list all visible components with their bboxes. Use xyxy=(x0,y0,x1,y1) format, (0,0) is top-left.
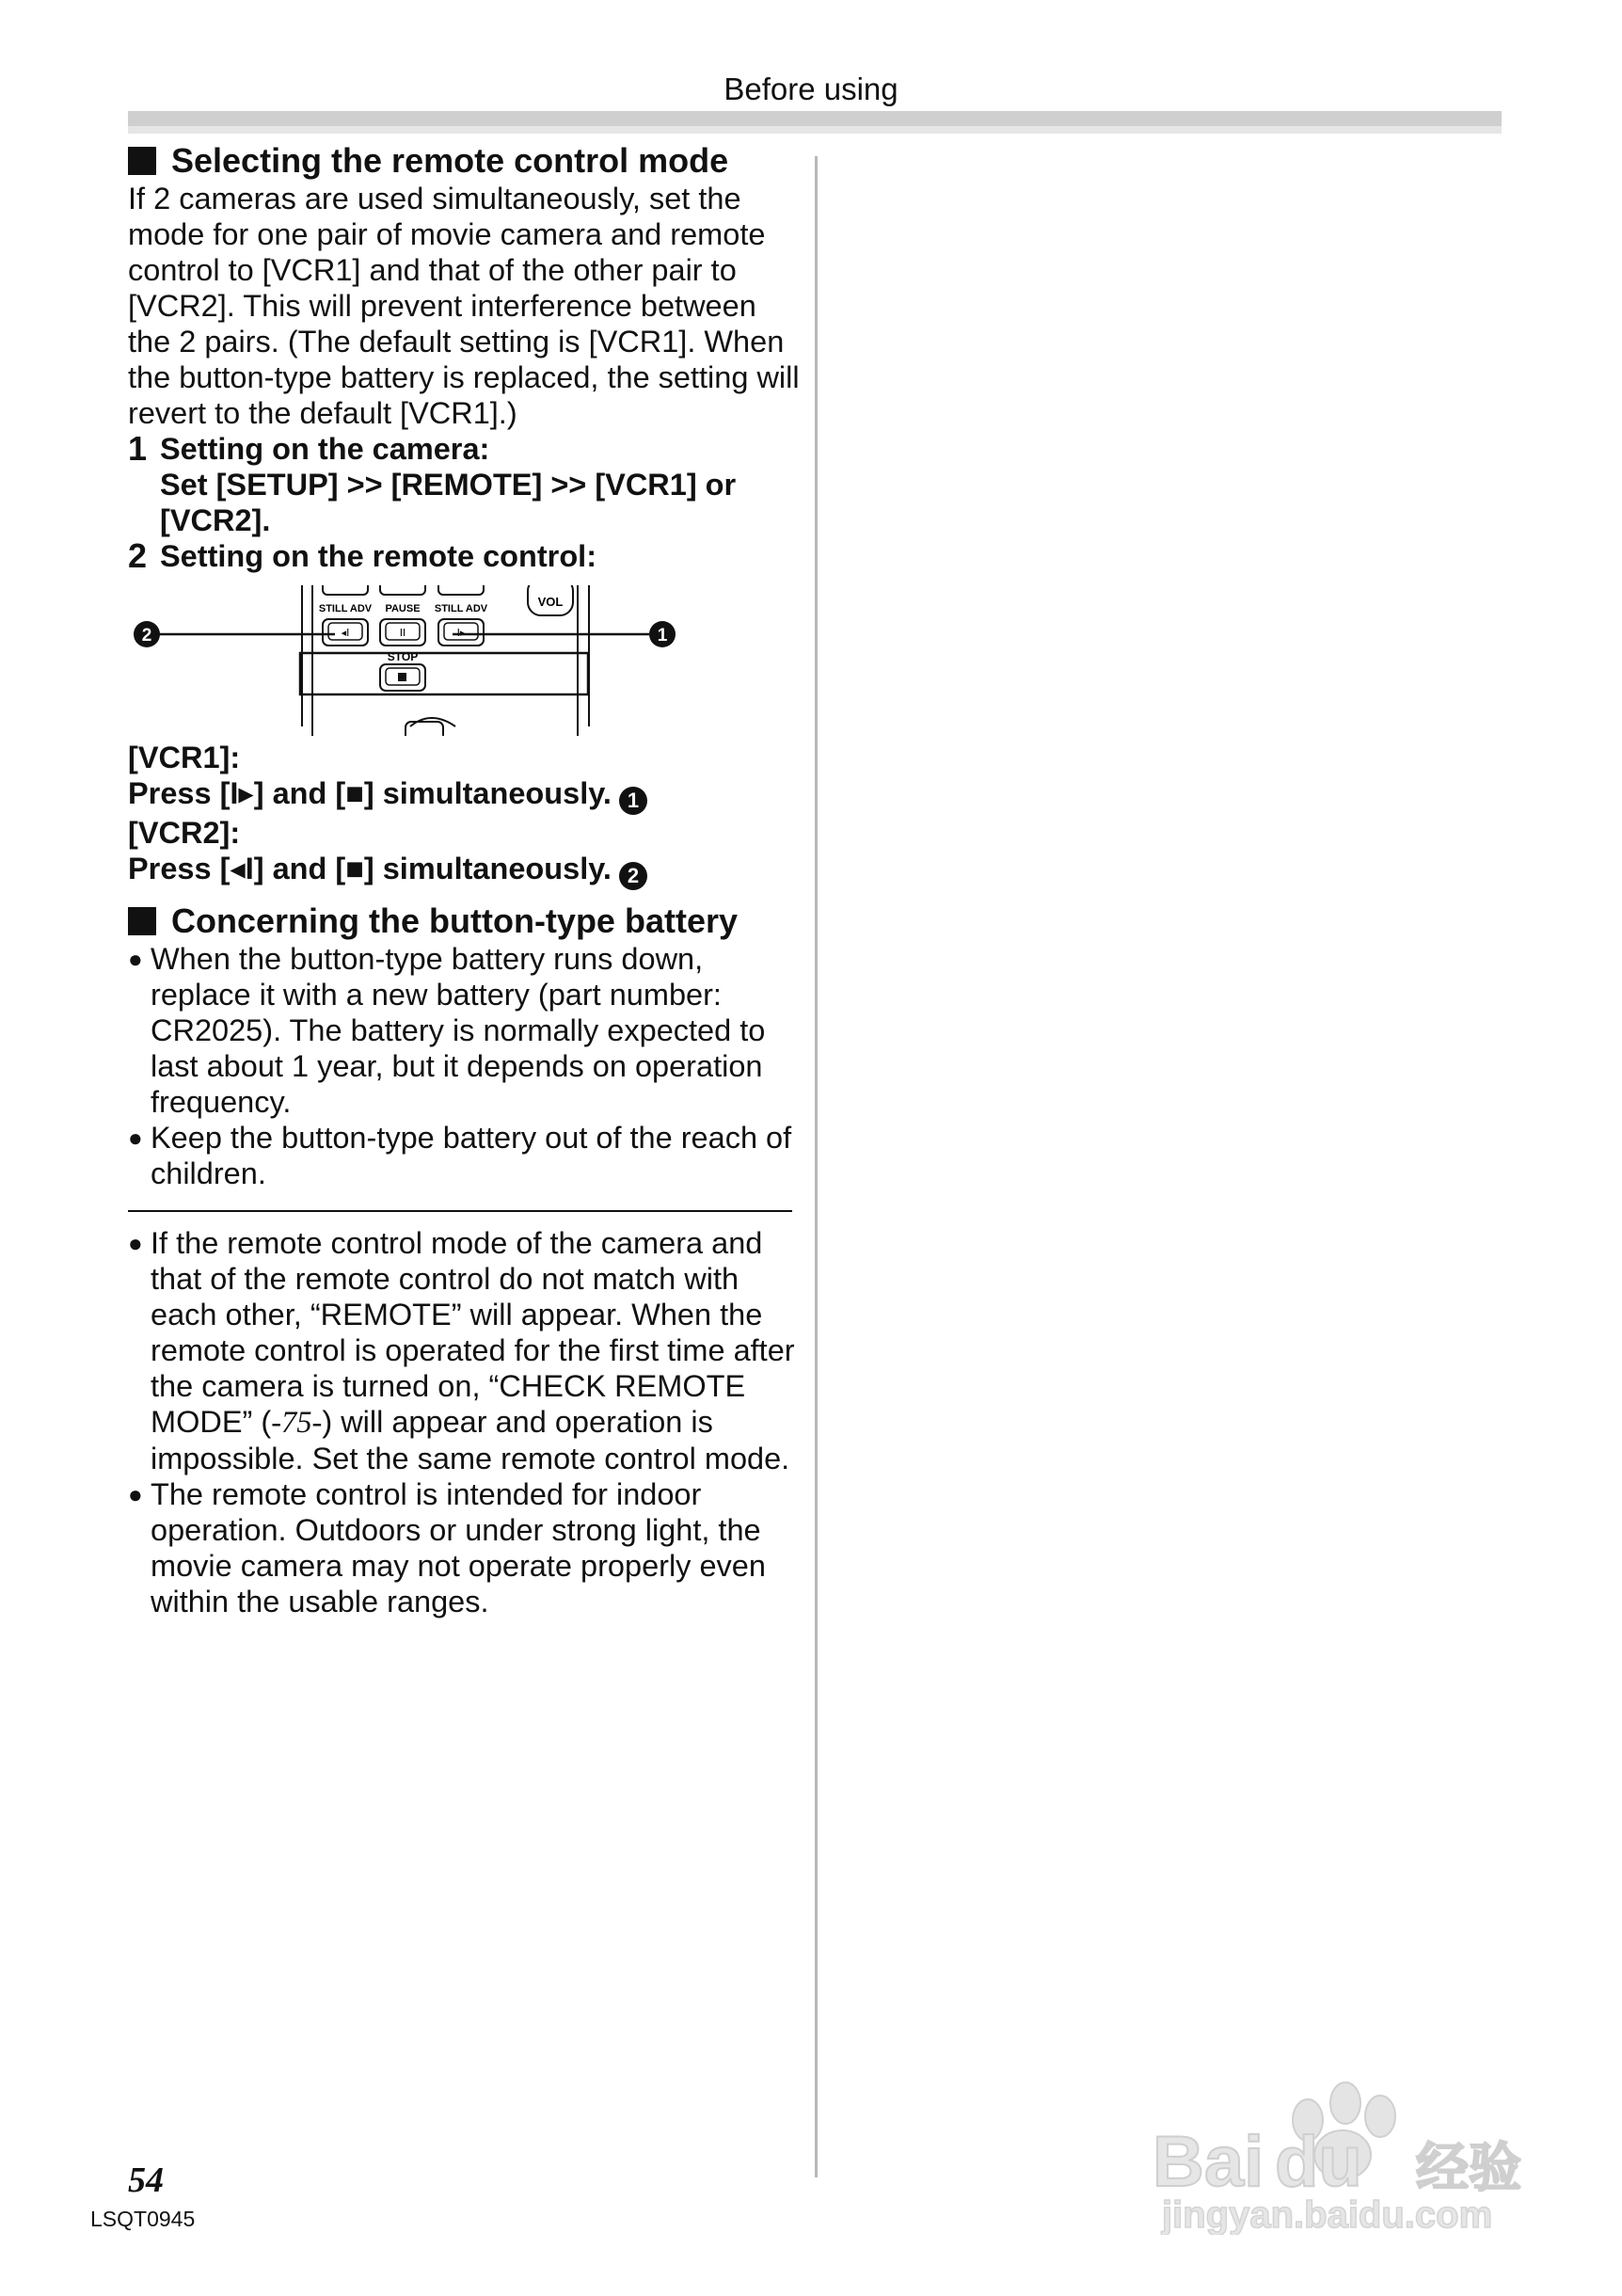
stop-icon xyxy=(398,673,406,681)
step-1-line1: Setting on the camera: xyxy=(160,432,490,466)
bullet-dot-icon: ● xyxy=(128,1124,143,1152)
list-item xyxy=(128,1225,802,1476)
vcr2-label: [VCR2]: xyxy=(128,816,241,850)
left-column xyxy=(128,141,802,1619)
watermark-brand: Bai xyxy=(1153,2122,1264,2202)
step-2 xyxy=(128,538,802,574)
vcr1-instruction xyxy=(128,775,802,815)
label-still-adv-right: STILL ADV xyxy=(434,603,488,614)
remote-control-illustration xyxy=(128,585,802,736)
watermark-domain: jingyan.baidu.com xyxy=(1162,2194,1493,2235)
step-number: 1 xyxy=(128,429,148,468)
note-2: The remote control is intended for indoor operation. Outdoors or under strong light, the movie camera may not operate properly even within the usable ranges. xyxy=(151,1477,766,1618)
bullet-dot-icon: ● xyxy=(128,1480,143,1508)
section-heading-remote-mode xyxy=(128,141,802,181)
step-1 xyxy=(128,431,802,538)
section-title: Concerning the button-type battery xyxy=(171,901,738,940)
header-bar xyxy=(128,111,1502,134)
square-bullet-icon xyxy=(128,907,156,935)
vcr1-text: Press [I▸] and [■] simultaneously. xyxy=(128,776,612,810)
label-stop: STOP xyxy=(387,650,419,663)
svg-text:经验: 经验 xyxy=(1416,2138,1521,2199)
still-adv-forward-icon: I▸ xyxy=(456,627,466,639)
bullet-text: Keep the button-type battery out of the reach of children. xyxy=(151,1121,792,1190)
page-reference[interactable]: -75- xyxy=(271,1406,323,1440)
step-1-line2: Set [SETUP] >> [REMOTE] >> [VCR1] or [VCR2]. xyxy=(160,468,737,537)
callout-1-label: 1 xyxy=(657,626,668,646)
circled-1-icon: 1 xyxy=(619,787,647,815)
list-item xyxy=(128,1476,802,1619)
label-still-adv-left: STILL ADV xyxy=(318,603,373,614)
note-1: If the remote control mode of the camera and that of the remote control do not match with each other, “REMOTE” will appear. When the remote control is operated for the first time after the camera is turned on, “CHECK REMOTE MODE” (-75-) will appear and operation is impossible. Set the same remote control mode. xyxy=(151,1226,795,1475)
callout-2-label: 2 xyxy=(141,626,152,646)
column-divider xyxy=(815,156,818,2177)
still-adv-reverse-icon: ◂I xyxy=(341,627,350,639)
intro-paragraph: If 2 cameras are used simultaneously, set the mode for one pair of movie camera and remote control to [VCR1] and that of the other pair to [VCR2]. This will prevent interference between the 2 pairs. (The default setting is [VCR1]. When the button-type battery is replaced, the setting will revert to the default [VCR1].) xyxy=(128,182,800,430)
step-2-line1: Setting on the remote control: xyxy=(160,539,597,573)
label-vol: VOL xyxy=(537,595,564,609)
circled-2-icon: 2 xyxy=(619,862,647,890)
vcr2-instruction xyxy=(128,851,802,890)
section-heading-battery xyxy=(128,901,802,941)
document-code: LSQT0945 xyxy=(90,2207,196,2231)
step-number: 2 xyxy=(128,536,148,575)
vcr1-label: [VCR1]: xyxy=(128,741,241,774)
square-bullet-icon xyxy=(128,147,156,175)
vcr2-text: Press [◂I] and [■] simultaneously. xyxy=(128,852,612,885)
list-item xyxy=(128,1120,802,1191)
list-item xyxy=(128,941,802,1120)
notes-divider xyxy=(128,1210,792,1212)
bullet-dot-icon: ● xyxy=(128,1229,143,1257)
label-pause: PAUSE xyxy=(385,603,421,614)
bullet-text: When the button-type battery runs down, replace it with a new battery (part number: CR2025). The battery is normally expected to last about 1 year, but it depends on operation frequency. xyxy=(151,942,766,1119)
page-number: 54 xyxy=(128,2160,164,2200)
pause-icon: II xyxy=(399,627,406,639)
bullet-dot-icon: ● xyxy=(128,945,143,973)
page-header-title: Before using xyxy=(724,72,898,106)
svg-text:du: du xyxy=(1275,2122,1362,2202)
baidu-watermark-logo xyxy=(1134,2075,1548,2235)
section-title: Selecting the remote control mode xyxy=(171,141,729,180)
